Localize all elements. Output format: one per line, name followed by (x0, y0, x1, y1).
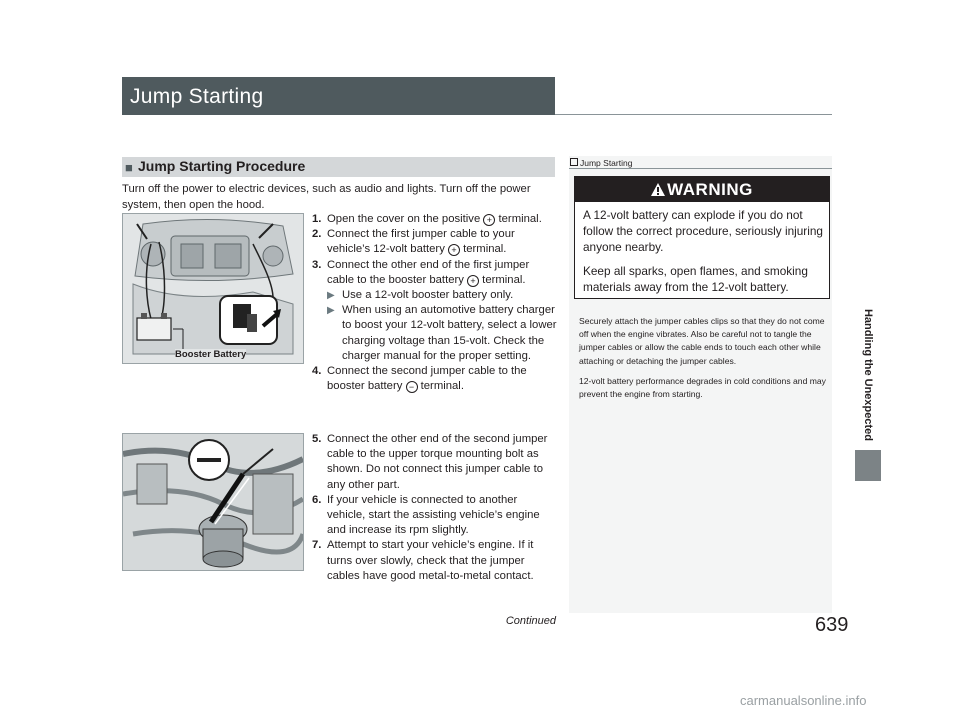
sub-note (327, 303, 558, 364)
step-item (312, 364, 558, 394)
step-text: terminal. (417, 380, 464, 393)
step-item (312, 432, 558, 493)
mounting-bolt-figure (122, 433, 304, 571)
chapter-tab-marker (855, 450, 881, 481)
sidebar-notes (579, 315, 827, 408)
positive-terminal-icon: + (467, 275, 479, 287)
step-number: 7. (312, 539, 322, 552)
warning-paragraph: Keep all sparks, open flames, and smoking materials away from the 12-volt battery. (583, 264, 808, 294)
section-heading (122, 157, 555, 177)
booster-battery-label: Booster Battery (175, 349, 247, 360)
step-item (312, 212, 558, 227)
step-item (312, 493, 558, 539)
positive-terminal-icon: + (448, 244, 460, 256)
chapter-tab-label: Handling the Unexpected (862, 308, 874, 442)
page-title-bar (122, 77, 555, 115)
continued-label: Continued (505, 615, 556, 627)
watermark: carmanualsonline.info (740, 693, 867, 708)
step-text: Open the cover on the positive (327, 213, 484, 225)
step-text: terminal. (479, 273, 526, 286)
negative-terminal-icon: − (406, 381, 418, 393)
step-item (312, 258, 558, 364)
warning-box (574, 176, 830, 299)
step-number: 6. (312, 493, 322, 506)
positive-terminal-icon: + (483, 214, 495, 226)
sidebar-note: 12-volt battery performance degrades in cold conditions and may prevent the engine from starting. (579, 375, 826, 400)
step-text: terminal. (495, 213, 542, 225)
warning-text (583, 207, 823, 303)
sidebar-rule (569, 168, 832, 169)
step-text: Attempt to start your vehicle’s engine. If it turns over slowly, check that the jumper cables have good metal-to-metal contact. (327, 539, 534, 582)
step-text: Connect the other end of the second jumper cable to the upper torque mounting bolt as shown. Do not connect this jumper cable to any other part. (327, 433, 548, 491)
sidebar-note: Securely attach the jumper cables clips so that they do not come off when the engine vibrates. Also be careful not to tangle the jumper cables or allow the cable ends to touch each other while attaching or detaching the jumper cables. (579, 316, 825, 366)
sidebar-label-text: Jump Starting (580, 158, 633, 168)
step-number: 2. (312, 228, 322, 241)
step-number: 5. (312, 433, 322, 445)
step-text: If your vehicle is connected to another vehicle, start the assisting vehicle’s engine and increase its rpm slightly. (327, 493, 540, 537)
sidebar-label (570, 158, 632, 168)
chapter-tab (856, 300, 880, 450)
step-text: Connect the other end of the first jumper cable to the booster battery (327, 258, 530, 286)
warning-title: WARNING (667, 180, 753, 199)
page-title: Jump Starting (130, 85, 264, 108)
engine-bay-figure (122, 213, 304, 364)
warning-triangle-icon (651, 183, 665, 196)
step-text: Connect the first jumper cable to your vehicle’s 12-volt battery (327, 228, 515, 256)
arrow-icon: ▶ (327, 305, 335, 317)
section-heading-text: Jump Starting Procedure (138, 158, 306, 174)
warning-header (575, 177, 829, 202)
step-text: terminal. (459, 243, 507, 256)
step-item (312, 538, 558, 584)
sub-note-text: Use a 12-volt booster battery only. (342, 289, 514, 302)
arrow-icon: ▶ (327, 290, 335, 302)
mounting-bolt-illustration (123, 434, 303, 570)
sub-note (327, 288, 558, 303)
sub-note-text: When using an automotive battery charger to boost your 12-volt battery, select a lower charging voltage than 15-volt. Check the charger manual for the proper setting. (342, 304, 557, 362)
steps-list-b (312, 432, 558, 584)
step-text: Connect the second jumper cable to the booster battery (327, 365, 527, 393)
engine-bay-illustration (123, 214, 303, 363)
step-item (312, 227, 558, 257)
step-number: 1. (312, 213, 322, 225)
section-marker: ■ (125, 160, 133, 175)
warning-paragraph: A 12-volt battery can explode if you do not follow the correct procedure, seriously injuring anyone nearby. (583, 208, 823, 254)
reference-box-icon (570, 158, 578, 166)
step-number: 4. (312, 365, 322, 378)
steps-list-a (312, 212, 558, 394)
step-number: 3. (312, 258, 322, 271)
page-number: 639 (815, 614, 849, 636)
title-rule (555, 114, 832, 115)
intro-text: Turn off the power to electric devices, such as audio and lights. Turn off the power system, then open the hood. (122, 183, 531, 211)
